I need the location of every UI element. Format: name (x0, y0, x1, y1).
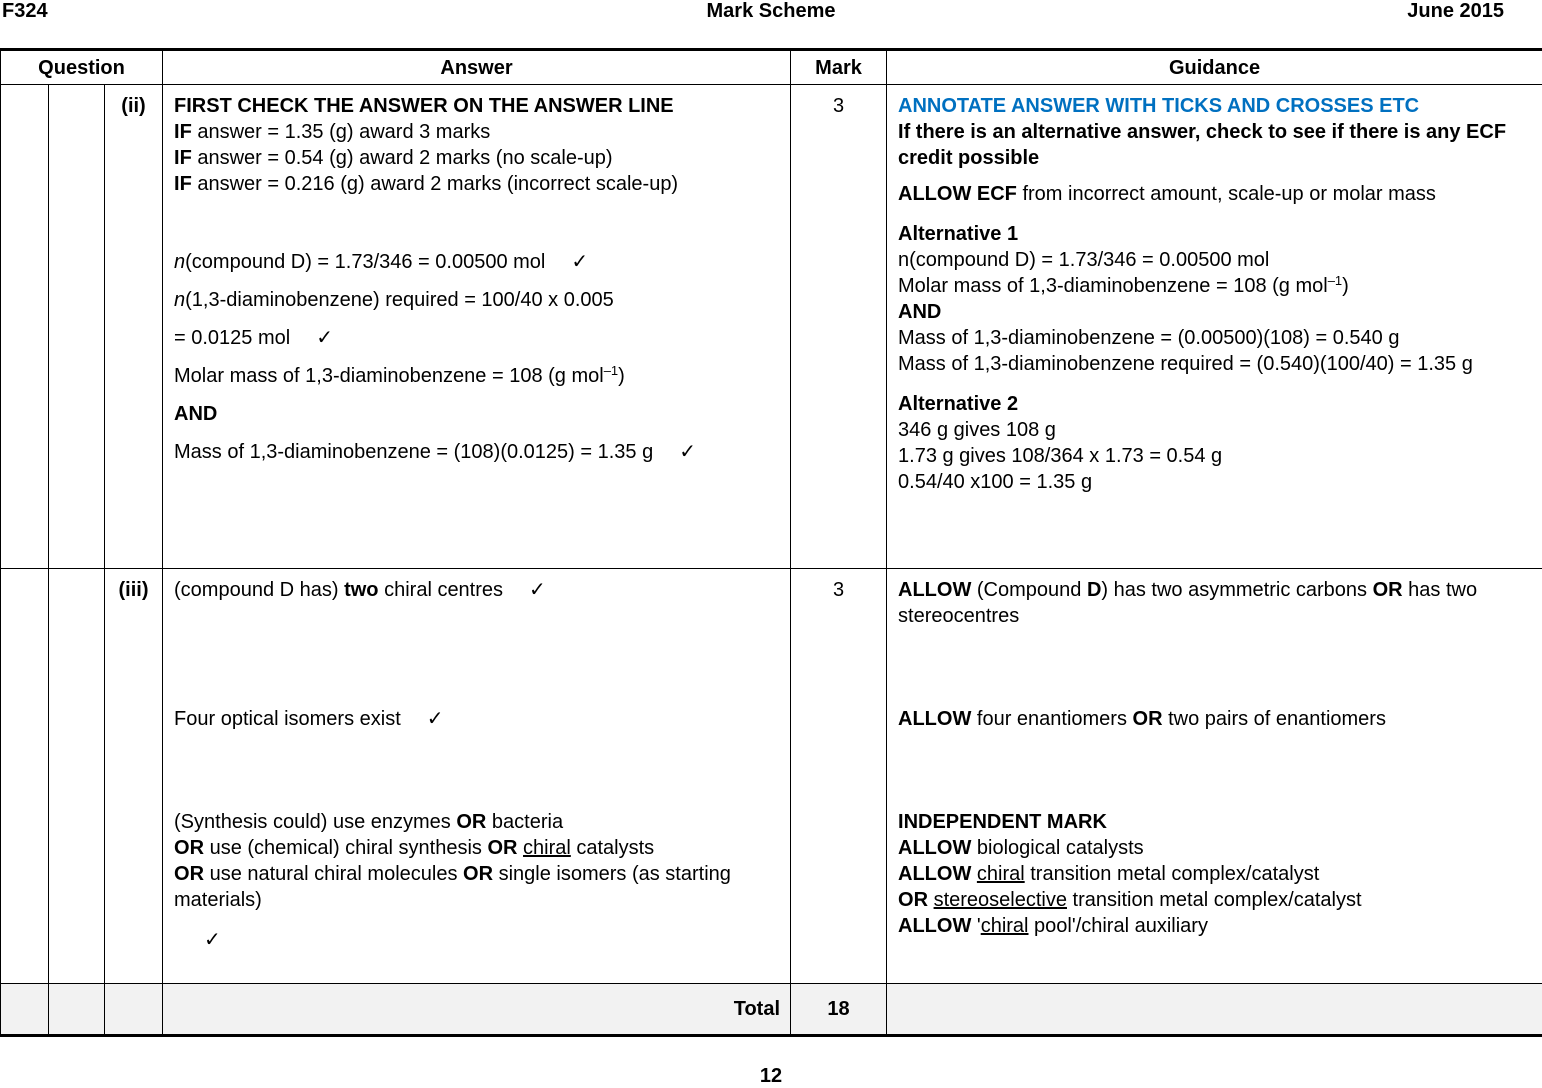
answer-cell (163, 85, 791, 569)
answer-check-line: FIRST CHECK THE ANSWER ON THE ANSWER LINE (174, 93, 780, 119)
subpart-label: (ii) (105, 85, 163, 569)
total-mark: 18 (791, 984, 887, 1036)
guidance-alt1-and: AND (898, 299, 1532, 325)
guidance-alt2-title: Alternative 2 (898, 391, 1532, 417)
answer-cell (163, 569, 791, 984)
answer-chiral-centres: (compound D has) two chiral centres ✓ (174, 577, 780, 603)
guidance-alt2-line2: 1.73 g gives 108/364 x 1.73 = 0.54 g (898, 443, 1532, 469)
answer-mass: Mass of 1,3-diaminobenzene = (108)(0.0125) = 1.35 g ✓ (174, 439, 780, 465)
tick-icon: ✓ (571, 249, 588, 275)
guidance-allow-ecf: ALLOW ECF from incorrect amount, scale-up or molar mass (898, 181, 1532, 207)
guidance-allow-chiral-pool: ALLOW 'chiral pool'/chiral auxiliary (898, 913, 1532, 939)
answer-if-1: IF answer = 1.35 (g) award 3 marks (174, 119, 780, 145)
guidance-alt1-line4: Mass of 1,3-diaminobenzene required = (0.540)(100/40) = 1.35 g (898, 351, 1532, 377)
answer-header: Answer (163, 50, 791, 85)
header-row (1, 50, 1542, 85)
mark-header: Mark (791, 50, 887, 85)
question-header: Question (1, 50, 163, 85)
table-row-iii (1, 569, 1542, 984)
guidance-header: Guidance (887, 50, 1542, 85)
guidance-or-stereoselective: OR stereoselective transition metal complex/catalyst (898, 887, 1532, 913)
question-number-cell (1, 85, 49, 569)
tick-icon: ✓ (427, 706, 444, 732)
answer-molar-mass: Molar mass of 1,3-diaminobenzene = 108 (g mol$^{-1}$) (174, 363, 780, 389)
guidance-allow-enantiomers: ALLOW four enantiomers OR two pairs of enantiomers (898, 706, 1532, 732)
answer-calc-2: n(1,3-diaminobenzene) required = 100/40 x 0.005 (174, 287, 780, 313)
answer-if-2: IF answer = 0.54 (g) award 2 marks (no scale-up) (174, 145, 780, 171)
question-number-cell (1, 569, 49, 984)
guidance-allow-chiral: ALLOW (Compound D) has two asymmetric carbons OR has two stereocentres (898, 577, 1532, 629)
header-title: Mark Scheme (0, 0, 1542, 23)
total-row (1, 984, 1542, 1036)
answer-synthesis-1: (Synthesis could) use enzymes OR bacteria (174, 809, 780, 835)
header-paper-code: F324 (2, 0, 48, 23)
tick-icon: ✓ (679, 439, 696, 465)
guidance-alt1-line1: n(compound D) = 1.73/346 = 0.00500 mol (898, 247, 1532, 273)
subpart-label: (iii) (105, 569, 163, 984)
header-date: June 2015 (1407, 0, 1504, 23)
answer-if-3: IF answer = 0.216 (g) award 2 marks (incorrect scale-up) (174, 171, 780, 197)
answer-synthesis-3: OR use natural chiral molecules OR single isomers (as starting materials) (174, 861, 780, 913)
tick-icon: ✓ (174, 927, 780, 953)
guidance-alt2-line3: 0.54/40 x100 = 1.35 g (898, 469, 1532, 495)
guidance-allow-chiral-complex: ALLOW chiral transition metal complex/catalyst (898, 861, 1532, 887)
page-number: 12 (0, 1065, 1542, 1088)
table-row-ii (1, 85, 1542, 569)
guidance-alt2-line1: 346 g gives 108 g (898, 417, 1532, 443)
tick-icon: ✓ (316, 325, 333, 351)
guidance-annotate: ANNOTATE ANSWER WITH TICKS AND CROSSES ETC (898, 93, 1532, 119)
mark-cell: 3 (791, 569, 887, 984)
answer-synthesis-2: OR use (chemical) chiral synthesis OR chiral catalysts (174, 835, 780, 861)
mark-scheme-table (0, 48, 1542, 1037)
guidance-allow-biological: ALLOW biological catalysts (898, 835, 1532, 861)
total-label: Total (163, 984, 791, 1036)
answer-and: AND (174, 401, 780, 427)
guidance-independent-mark: INDEPENDENT MARK (898, 809, 1532, 835)
mark-cell: 3 (791, 85, 887, 569)
answer-calc-1: n(compound D) = 1.73/346 = 0.00500 mol ✓ (174, 249, 780, 275)
question-part-cell (49, 569, 105, 984)
question-part-cell (49, 85, 105, 569)
guidance-cell (887, 569, 1542, 984)
guidance-cell (887, 85, 1542, 569)
guidance-alt1-title: Alternative 1 (898, 221, 1532, 247)
tick-icon: ✓ (529, 577, 546, 603)
guidance-alt-check: If there is an alternative answer, check to see if there is any ECF credit possible (898, 119, 1532, 171)
guidance-alt1-line2: Molar mass of 1,3-diaminobenzene = 108 (g mol$^{-1}$) (898, 273, 1532, 299)
answer-calc-3: = 0.0125 mol ✓ (174, 325, 780, 351)
answer-optical-isomers: Four optical isomers exist ✓ (174, 706, 780, 732)
guidance-alt1-line3: Mass of 1,3-diaminobenzene = (0.00500)(108) = 0.540 g (898, 325, 1532, 351)
